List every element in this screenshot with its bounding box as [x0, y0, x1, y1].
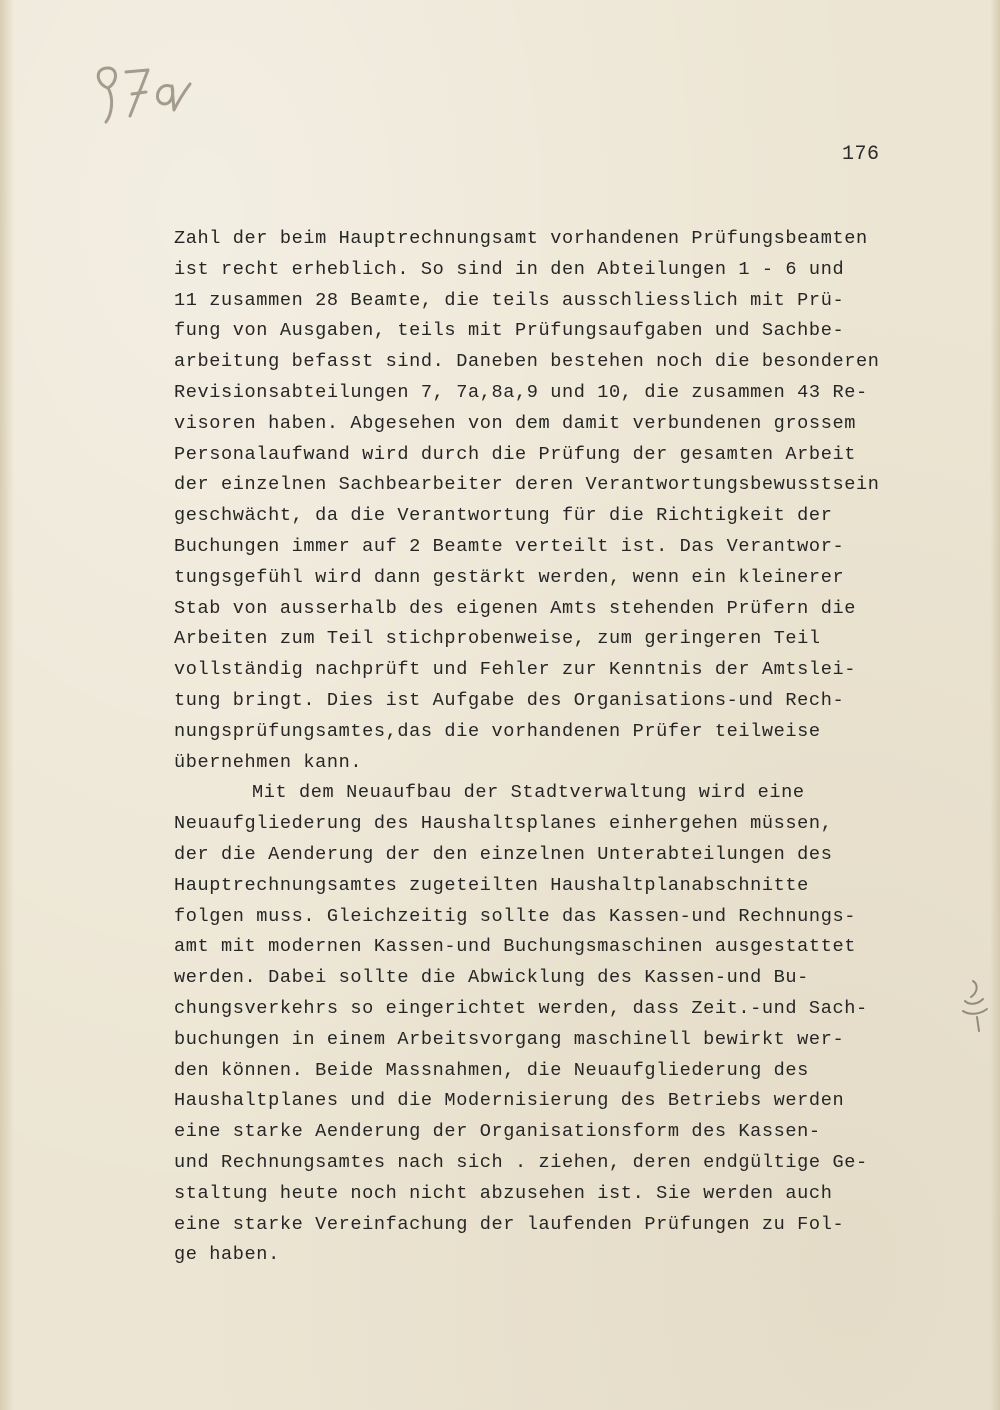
text-line: folgen muss. Gleichzeitig sollte das Kassen-und Rechnungs- [174, 905, 856, 927]
text-line: Zahl der beim Hauptrechnungsamt vorhandenen Prüfungsbeamten [174, 228, 868, 249]
page-edge-shadow-right [990, 0, 1000, 1410]
text-line: Haushaltplanes und die Modernisierung des Betriebs werden [174, 1090, 845, 1112]
text-line: Mit dem Neuaufbau der Stadtverwaltung wird eine [252, 782, 805, 804]
text-line: tung bringt. Dies ist Aufgabe des Organisations-und Rech- [174, 689, 845, 711]
text-line: der einzelnen Sachbearbeiter deren Verantwortungsbewusstsein [174, 474, 880, 496]
text-line: den können. Beide Massnahmen, die Neuaufgliederung des [174, 1059, 809, 1081]
text-line: Revisionsabteilungen 7, 7a,8a,9 und 10, die zusammen 43 Re- [174, 381, 868, 403]
text-line: Buchungen immer auf 2 Beamte verteilt ist. Das Verantwor- [174, 535, 845, 557]
text-line: buchungen in einem Arbeitsvorgang maschinell bewirkt wer- [174, 1028, 845, 1050]
text-line: chungsverkehrs so eingerichtet werden, dass Zeit.-und Sach- [174, 997, 868, 1019]
text-line: der die Aenderung der den einzelnen Unterabteilungen des [174, 843, 833, 865]
text-line: visoren haben. Abgesehen von dem damit verbundenen grossem [174, 412, 856, 434]
text-line: und Rechnungsamtes nach sich . ziehen, deren endgültige Ge- [174, 1151, 868, 1173]
text-line: Arbeiten zum Teil stichprobenweise, zum geringeren Teil [174, 628, 821, 650]
text-line: Hauptrechnungsamtes zugeteilten Haushaltplanabschnitte [174, 874, 809, 896]
text-line: staltung heute noch nicht abzusehen ist. Sie werden auch [174, 1182, 833, 1204]
text-line: Personalaufwand wird durch die Prüfung der gesamten Arbeit [174, 443, 856, 465]
document-body [174, 224, 944, 1271]
text-line: fung von Ausgaben, teils mit Prüfungsaufgaben und Sachbe- [174, 320, 845, 342]
text-line: ist recht erheblich. So sind in den Abteilungen 1 - 6 und [174, 258, 845, 280]
text-line: amt mit modernen Kassen-und Buchungsmaschinen ausgestattet [174, 936, 856, 958]
text-line: nungsprüfungsamtes,das die vorhandenen Prüfer teilweise [174, 720, 821, 742]
page-edge-shadow-left [0, 0, 14, 1410]
paragraph-2 [174, 778, 944, 1271]
text-line: eine starke Aenderung der Organisationsform des Kassen- [174, 1121, 821, 1143]
text-line: 11 zusammen 28 Beamte, die teils ausschliesslich mit Prü- [174, 289, 845, 311]
text-line: eine starke Vereinfachung der laufenden Prüfungen zu Fol- [174, 1213, 845, 1235]
pencil-folio-annotation [86, 58, 196, 128]
text-line: ge haben. [174, 1244, 280, 1266]
text-line: tungsgefühl wird dann gestärkt werden, wenn ein kleinerer [174, 566, 845, 588]
paragraph-1 [174, 224, 944, 778]
text-line: werden. Dabei sollte die Abwicklung des Kassen-und Bu- [174, 967, 809, 989]
text-line: geschwächt, da die Verantwortung für die Richtigkeit der [174, 505, 833, 527]
margin-pencil-mark [955, 975, 995, 1035]
text-line: arbeitung befasst sind. Daneben bestehen noch die besonderen [174, 351, 880, 373]
text-line: Neuaufgliederung des Haushaltsplanes einhergehen müssen, [174, 813, 833, 835]
page-number: 176 [842, 143, 880, 166]
text-line: Stab von ausserhalb des eigenen Amts stehenden Prüfern die [174, 597, 856, 619]
text-line: übernehmen kann. [174, 751, 363, 773]
text-line: vollständig nachprüft und Fehler zur Kenntnis der Amtslei- [174, 659, 856, 681]
